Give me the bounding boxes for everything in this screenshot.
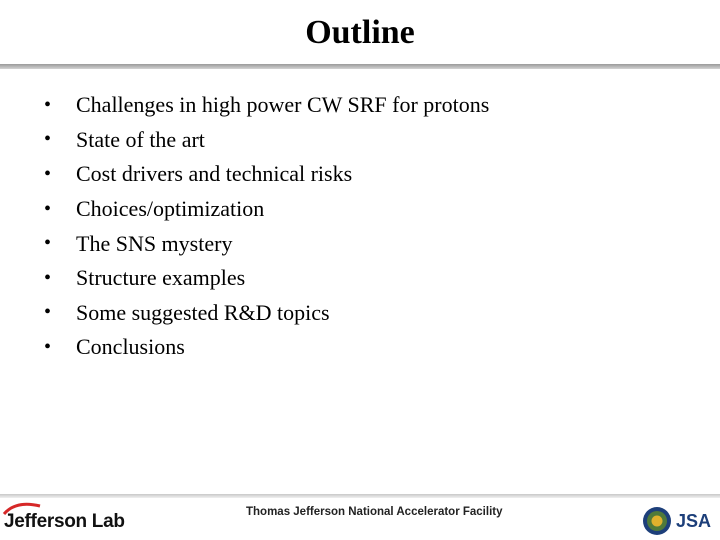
- bullet-icon: •: [44, 197, 52, 220]
- bullet-icon: •: [44, 301, 52, 324]
- bullet-icon: •: [44, 335, 52, 358]
- bullet-list: [44, 88, 489, 365]
- bullet-text: Challenges in high power CW SRF for protons: [76, 92, 490, 118]
- bullet-icon: •: [44, 128, 52, 151]
- list-item: [44, 330, 489, 365]
- bullet-icon: •: [44, 162, 52, 185]
- footer: [0, 494, 720, 540]
- bullet-text: Choices/optimization: [76, 196, 265, 222]
- jefferson-lab-logo: [4, 508, 125, 536]
- doe-seal-icon: [642, 506, 672, 536]
- bullet-text: The SNS mystery: [76, 230, 233, 256]
- logo-swoosh-icon: [2, 502, 42, 516]
- bullet-text: Some suggested R&D topics: [76, 299, 330, 325]
- jsa-logo: [676, 508, 711, 534]
- logo-text: Jefferson Lab: [4, 511, 125, 532]
- list-item: [44, 261, 489, 296]
- bullet-icon: •: [44, 232, 52, 255]
- title-divider: [0, 64, 720, 69]
- bullet-text: Structure examples: [76, 265, 246, 291]
- bullet-text: Cost drivers and technical risks: [76, 161, 353, 187]
- list-item: [44, 192, 489, 227]
- list-item: [44, 157, 489, 192]
- list-item: [44, 296, 489, 331]
- list-item: [44, 88, 489, 123]
- slide-title: Outline: [305, 14, 415, 51]
- list-item: [44, 226, 489, 261]
- bullet-text: State of the art: [76, 126, 205, 152]
- footer-divider: [0, 494, 720, 498]
- facility-name: Thomas Jefferson National Accelerator Facility: [246, 506, 503, 518]
- bullet-icon: •: [44, 266, 52, 289]
- list-item: [44, 123, 489, 158]
- bullet-icon: •: [44, 93, 52, 116]
- jsa-text: JSA: [676, 510, 712, 531]
- bullet-text: Conclusions: [76, 334, 185, 360]
